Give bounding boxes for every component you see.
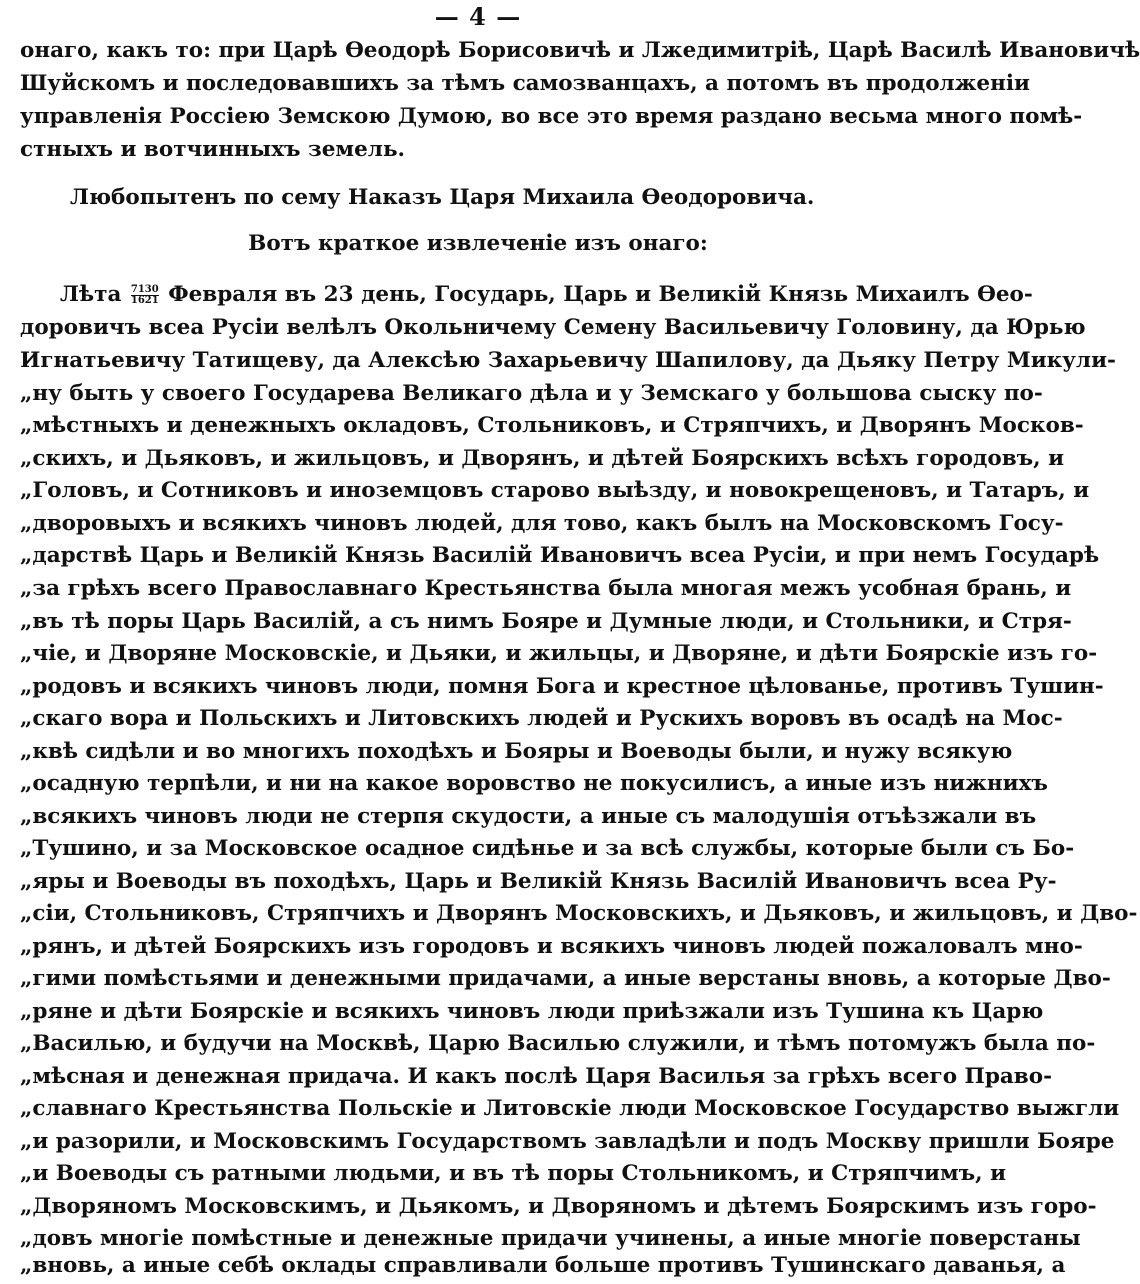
- text-line: „Тушино, и за Московское осадное сидѣнье и за всѣ службы, которые были съ Бо-: [20, 836, 1075, 861]
- text-line: „гими помѣстьями и денежными придачами, а иные верстаны вновь, а которые Дво-: [20, 966, 1111, 991]
- text-line: Шуйскомъ и последовавшихъ за тѣмъ самозванцахъ, а потомъ въ продолженіи: [20, 71, 1030, 96]
- text-line: „осадную терпѣли, и ни на какое воровство не покусилисъ, а иные изъ нижнихъ: [20, 771, 1048, 796]
- text-line: [60, 280, 1033, 310]
- text-line: „вновь, а иные себѣ оклады справливали больше противъ Тушинскаго даванья, а: [20, 1253, 1066, 1278]
- text-fragment: Февраля въ 23 день, Государь, Царь и Великій Князь Михаилъ Ѳео-: [168, 282, 1033, 307]
- page-number: — 4 —: [434, 2, 522, 31]
- text-line: „рянъ, и дѣтей Боярскихъ изъ городовъ и всякихъ чиновъ людей пожаловалъ мно-: [20, 934, 1083, 959]
- text-line: онаго, какъ то: при Царѣ Ѳеодорѣ Борисовичѣ и Лжедимитріѣ, Царѣ Василѣ Ивановичѣ: [20, 38, 1140, 63]
- text-line: доровичъ всеа Русіи велѣлъ Окольничему Семену Васильевичу Головину, да Юрью: [20, 315, 1086, 340]
- date-fraction: [131, 285, 159, 306]
- text-line: „дворовыхъ и всякихъ чиновъ людей, для тово, какъ былъ на Московскомъ Госу-: [20, 511, 1064, 536]
- text-line: „сіи, Стольниковъ, Стряпчихъ и Дворянъ Московскихъ, и Дьяковъ, и жильцовъ, и Дво-: [20, 901, 1138, 926]
- text-line: управленія Россіею Земскою Думою, во все это время раздано весьма много помѣ-: [20, 104, 1083, 129]
- text-line: „дарствѣ Царь и Великій Князь Василій Ивановичъ всеа Русіи, и при немъ Государѣ: [20, 543, 1100, 568]
- text-line: „за грѣхъ всего Православнаго Крестьянства была многая межъ усобная брань, и: [20, 576, 1072, 601]
- fraction-denominator: 1621: [130, 294, 159, 306]
- text-line: „родовъ и всякихъ чиновъ люди, помня Бога и крестное цѣлованье, противъ Тушин-: [20, 674, 1104, 699]
- text-line: „ну быть у своего Государева Великаго дѣла и у Земскаго у большова сыску по-: [20, 381, 1043, 406]
- text-line: „въ тѣ поры Царь Василій, а съ нимъ Бояре и Думные люди, и Стольники, и Стря-: [20, 609, 1072, 634]
- text-line: „Василью, и будучи на Москвѣ, Царю Василью служили, и тѣмъ потомужъ была по-: [20, 1031, 1096, 1056]
- text-line: „ряне и дѣти Боярскіе и всякихъ чиновъ люди приѣзжали изъ Тушина къ Царю: [20, 999, 1044, 1024]
- fraction-numerator: 7130: [130, 283, 159, 295]
- text-line: „чіе, и Дворяне Московскіе, и Дьяки, и жильцы, и Дворяне, и дѣти Боярскіе изъ го-: [20, 641, 1098, 666]
- text-line: стныхъ и вотчинныхъ земель.: [20, 137, 406, 162]
- text-line: „довъ многіе помѣстные и денежные придачи учинены, а иные многіе поверстаны: [20, 1226, 1081, 1251]
- text-line: Игнатьевичу Татищеву, да Алексѣю Захарьевичу Шапилову, да Дьяку Петру Микули-: [20, 348, 1116, 373]
- text-line: „мѣсная и денежная придача. И какъ послѣ Царя Василья за грѣхъ всего Право-: [20, 1064, 1052, 1089]
- text-line: „скихъ, и Дьяковъ, и жильцовъ, и Дворянъ, и дѣтей Боярскихъ всѣхъ городовъ, и: [20, 446, 1065, 471]
- text-line: „мѣстныхъ и денежныхъ окладовъ, Стольниковъ, и Стряпчихъ, и Дворянъ Москов-: [20, 413, 1084, 438]
- text-line: „яры и Воеводы въ походѣхъ, Царь и Великій Князь Василій Ивановичъ всеа Ру-: [20, 869, 1057, 894]
- text-line: „Головъ, и Сотниковъ и иноземцовъ старово выѣзду, и новокрещеновъ, и Татаръ, и: [20, 478, 1090, 503]
- text-line: „скаго вора и Польскихъ и Литовскихъ людей и Рускихъ воровъ въ осадѣ на Мос-: [20, 706, 1063, 731]
- text-line: „и Воеводы съ ратными людьми, и въ тѣ поры Стольникомъ, и Стряпчимъ, и: [20, 1161, 1007, 1186]
- text-line: „Дворяномъ Московскимъ, и Дьякомъ, и Дворяномъ и дѣтемъ Боярскимъ изъ горо-: [20, 1194, 1097, 1219]
- text-line: „славнаго Крестьянства Польскіе и Литовскіе люди Московское Государство выжгли: [20, 1096, 1120, 1121]
- text-line: „всякихъ чиновъ люди не стерпя скудости, а иные съ малодушія отъѣзжали въ: [20, 804, 1037, 829]
- text-fragment: Лѣта: [60, 282, 122, 307]
- section-heading: Любопытенъ по сему Наказъ Царя Михаила Ѳеодоровича.: [70, 185, 815, 210]
- text-line: „и разорили, и Московскимъ Государствомъ завладѣли и подъ Москву пришли Бояре: [20, 1129, 1115, 1154]
- section-subheading: Вотъ краткое извлеченіе изъ онаго:: [248, 231, 708, 256]
- text-line: „квѣ сидѣли и во многихъ походѣхъ и Бояры и Воеводы были, и нужу всякую: [20, 739, 1013, 764]
